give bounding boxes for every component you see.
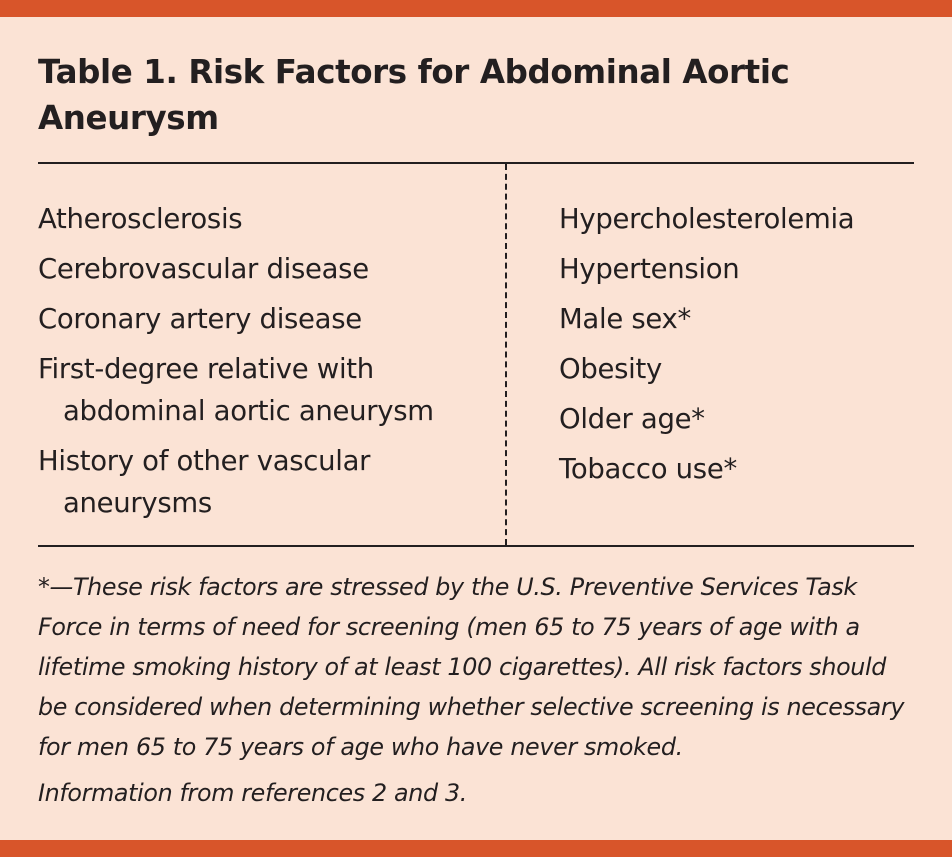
footnote: *—These risk factors are stressed by the U.S. Preventive Services Task Force in terms of need for screening (men 65 to 75 years of age with a lifetime smoking history of at least 100 cigarettes). All risk factors should be considered when determining whether selective screening is necessary for men 65 to 75 years of age who have never smoked. (38, 573, 905, 761)
top-rule (38, 162, 914, 164)
list-item: Obesity (559, 353, 662, 385)
list-item: History of other vascular aneurysms (38, 445, 371, 519)
list-item: Coronary artery disease (38, 303, 362, 335)
list-item: Older age* (559, 403, 705, 435)
list-item: Cerebrovascular disease (38, 253, 369, 285)
right-column-list (559, 198, 914, 498)
top-accent-bar (0, 0, 952, 17)
column-divider (505, 164, 507, 545)
bottom-rule (38, 545, 914, 547)
list-item: First-degree relative with abdominal aortic aneurysm (38, 353, 434, 427)
list-item: Tobacco use* (559, 453, 737, 485)
left-column-list (38, 198, 493, 532)
table-title: Table 1. Risk Factors for Abdominal Aortic Aneurysm (38, 53, 790, 137)
list-item: Hypertension (559, 253, 740, 285)
list-item: Hypercholesterolemia (559, 203, 855, 235)
bottom-accent-bar (0, 840, 952, 857)
list-item: Atherosclerosis (38, 203, 243, 235)
source-note: Information from references 2 and 3. (38, 779, 467, 807)
list-item: Male sex* (559, 303, 691, 335)
